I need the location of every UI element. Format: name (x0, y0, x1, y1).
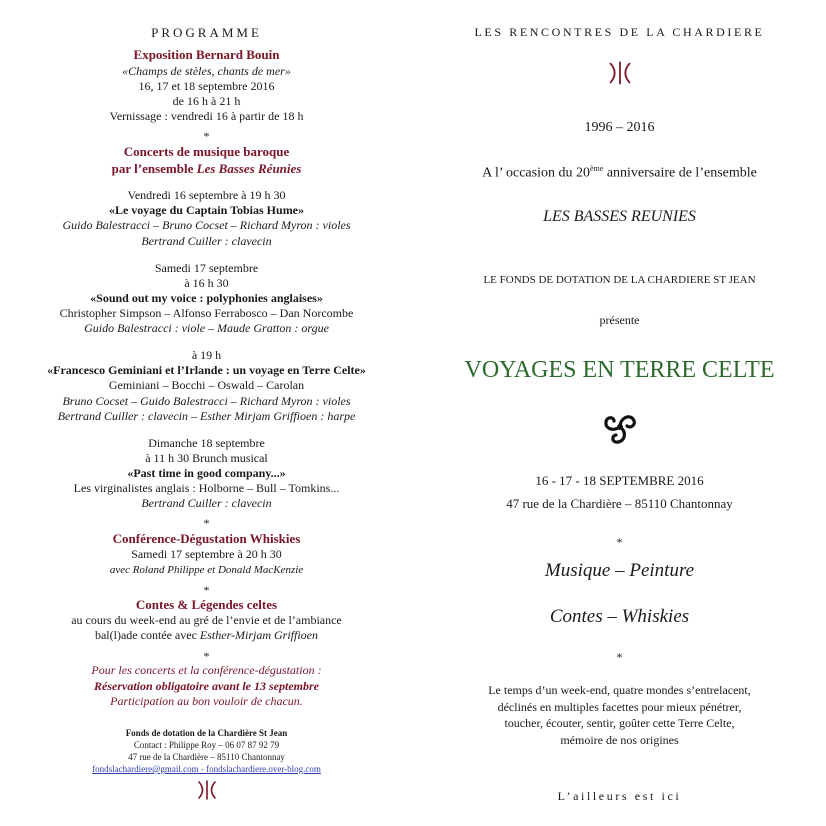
rencontres-header: LES RENCONTRES DE LA CHARDIERE (474, 25, 765, 39)
conference-with: avec Roland Philippe et Donald MacKenzie (109, 564, 304, 576)
arts-tales-whiskies: Contes – Whiskies (549, 606, 690, 627)
separator-star: * (203, 649, 210, 663)
exposition-subtitle: «Champs de stèles, chants de mer» (122, 64, 291, 78)
contact-address: 47 rue de la Chardière – 85110 Chantonnay (128, 752, 285, 762)
triskele-icon (597, 406, 643, 448)
event-address: 47 rue de la Chardière – 85110 Chantonnay (506, 496, 733, 511)
exposition-hours: de 16 h à 21 h (172, 94, 241, 108)
exposition-vernissage: Vernissage : vendredi 16 à partir de 18 h (109, 109, 304, 123)
concerts-ensemble-name: Les Basses Réunies (196, 161, 302, 176)
separator-star: * (203, 129, 210, 143)
contact-links (0, 765, 413, 774)
programme-heading: PROGRAMME (151, 25, 262, 40)
sunday-brunch: à 11 h 30 Brunch musical (145, 451, 268, 465)
exposition-title: Exposition Bernard Bouin (133, 47, 280, 62)
reservation-line1: Pour les concerts et la conférence-dégustation : (91, 663, 322, 677)
arts-music-painting: Musique – Peinture (544, 560, 695, 581)
tagline: L’ailleurs est ici (557, 789, 682, 803)
sunday-composers: Les virginalistes anglais : Holborne – Bull – Tomkins... (73, 481, 340, 495)
contes-line2-prefix: bal(l)ade contée avec (94, 628, 200, 642)
fonds-dotation: LE FONDS DE DOTATION DE LA CHARDIERE ST JEAN (483, 274, 756, 286)
saturday-composers: Christopher Simpson – Alfonso Ferrabosco – Dan Norcombe (59, 306, 354, 320)
friday-performers: Guido Balestracci – Bruno Cocset – Richard Myron : violes (62, 218, 351, 232)
contact-person: Contact : Philippe Roy – 06 07 87 92 79 (133, 740, 280, 750)
contes-storyteller: Esther-Mirjam Griffioen (199, 628, 319, 642)
anniversary-line (413, 165, 826, 181)
presente-label: présente (599, 313, 640, 327)
saturday-when: Samedi 17 septembre (154, 261, 259, 275)
friday-when: Vendredi 16 septembre à 19 h 30 (127, 188, 286, 202)
event-dates: 16 - 17 - 18 SEPTEMBRE 2016 (535, 473, 704, 488)
contact-email-link[interactable]: fondslachardiere@gmail.com - fondslachardiere.over-blog.com (92, 764, 321, 774)
saturday-time: à 16 h 30 (184, 276, 229, 290)
friday-harpsichord: Bertrand Cuiller : clavecin (141, 234, 272, 248)
separator-star: * (616, 650, 623, 664)
saturday-evening-title: «Francesco Geminiani et l’Irlande : un voyage en Terre Celte» (47, 363, 366, 377)
separator-star: * (616, 535, 623, 549)
saturday-title: «Sound out my voice : polyphonies anglaises» (90, 291, 323, 305)
sunday-title: «Past time in good company...» (127, 466, 286, 480)
chardiere-symbol-icon (196, 779, 218, 801)
intro-text-line2: déclinés en multiples facettes pour mieux pénétrer, (497, 700, 742, 714)
saturday-performers: Guido Balestracci : viole – Maude Gratton : orgue (84, 321, 329, 335)
sunday-when: Dimanche 18 septembre (148, 436, 265, 450)
contes-line2 (0, 629, 413, 641)
reservation-participation: Participation au bon vouloir de chacun. (110, 694, 303, 708)
anniversary-prefix: A l’ occasion du 20 (482, 165, 590, 181)
ensemble-name: LES BASSES REUNIES (543, 208, 696, 225)
separator-star: * (203, 516, 210, 530)
separator-star: * (203, 583, 210, 597)
event-title: VOYAGES EN TERRE CELTE (464, 357, 775, 383)
contes-title: Contes & Légendes celtes (135, 597, 278, 612)
reservation-deadline: Réservation obligatoire avant le 13 septembre (94, 679, 319, 693)
concerts-ensemble-prefix: par l’ensemble (111, 161, 197, 176)
saturday-evening-composers: Geminiani – Bocchi – Oswald – Carolan (108, 378, 305, 392)
anniversary-sup: ème (589, 164, 604, 173)
concerts-title: Concerts de musique baroque (123, 144, 290, 159)
intro-text-line1: Le temps d’un week-end, quatre mondes s’entrelacent, (488, 683, 751, 697)
anniversary-suffix: anniversaire de l’ensemble (603, 165, 757, 181)
intro-text-line3: toucher, écouter, sentir, goûter cette Terre Celte, (504, 716, 735, 730)
sunday-performers: Bertrand Cuiller : clavecin (141, 496, 272, 510)
saturday-evening-when: à 19 h (191, 348, 222, 362)
conference-title: Conférence-Dégustation Whiskies (112, 531, 301, 546)
saturday-evening-violes: Bruno Cocset – Guido Balestracci – Richard Myron : violes (62, 394, 351, 408)
contes-line1: au cours du week-end au gré de l’envie et de l’ambiance (71, 613, 342, 627)
saturday-evening-others: Bertrand Cuiller : clavecin – Esther Mirjam Griffioen : harpe (57, 409, 356, 423)
anniversary-years: 1996 – 2016 (584, 120, 655, 135)
intro-text-line4: mémoire de nos origines (560, 733, 679, 747)
concerts-ensemble-line (0, 162, 413, 175)
exposition-dates: 16, 17 et 18 septembre 2016 (138, 79, 275, 93)
contact-org: Fonds de dotation de la Chardière St Jean (125, 728, 288, 738)
friday-title: «Le voyage du Captain Tobias Hume» (108, 203, 305, 217)
chardiere-symbol-icon (607, 60, 633, 86)
conference-when: Samedi 17 septembre à 20 h 30 (131, 547, 282, 561)
